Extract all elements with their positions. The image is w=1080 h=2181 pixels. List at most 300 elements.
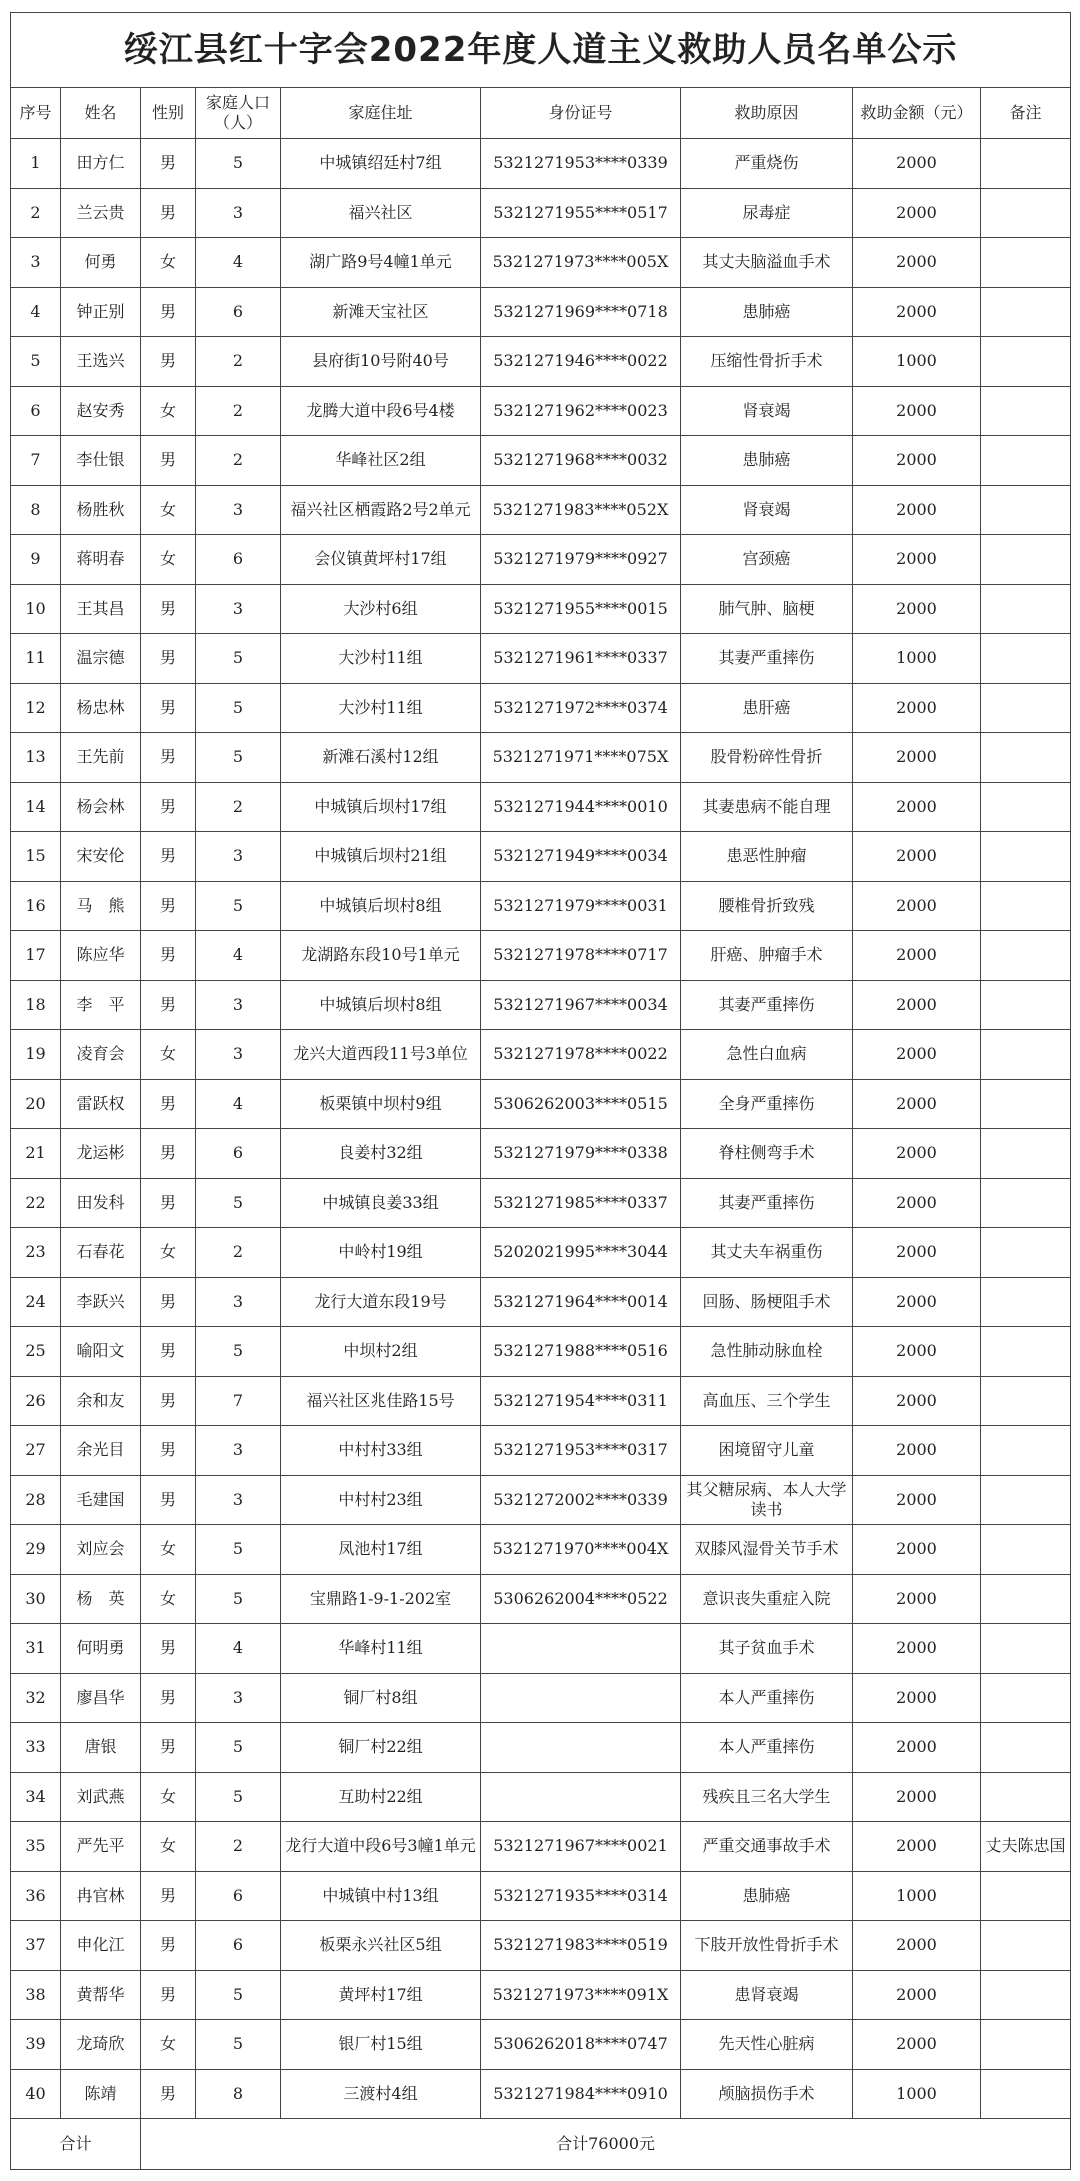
cell-household: 4 bbox=[196, 238, 281, 288]
cell-gender: 男 bbox=[141, 337, 196, 387]
cell-address: 福兴社区栖霞路2号2单元 bbox=[281, 485, 481, 535]
cell-amount: 2000 bbox=[853, 1178, 981, 1228]
cell-note bbox=[981, 1178, 1071, 1228]
cell-name: 陈应华 bbox=[61, 931, 141, 981]
cell-note bbox=[981, 386, 1071, 436]
cell-household: 2 bbox=[196, 1228, 281, 1278]
table-row bbox=[11, 1129, 1071, 1179]
cell-reason: 压缩性骨折手术 bbox=[681, 337, 853, 387]
cell-address: 大沙村11组 bbox=[281, 683, 481, 733]
cell-no: 23 bbox=[11, 1228, 61, 1278]
cell-id bbox=[481, 1624, 681, 1674]
cell-amount: 2000 bbox=[853, 1327, 981, 1377]
cell-id: 5321271955****0517 bbox=[481, 188, 681, 238]
cell-reason: 全身严重摔伤 bbox=[681, 1079, 853, 1129]
table-row bbox=[11, 832, 1071, 882]
cell-gender: 女 bbox=[141, 1525, 196, 1575]
cell-amount: 2000 bbox=[853, 1673, 981, 1723]
cell-no: 32 bbox=[11, 1673, 61, 1723]
cell-reason: 其父糖尿病、本人大学读书 bbox=[681, 1475, 853, 1525]
cell-no: 26 bbox=[11, 1376, 61, 1426]
cell-no: 1 bbox=[11, 139, 61, 189]
table-row bbox=[11, 881, 1071, 931]
cell-name: 廖昌华 bbox=[61, 1673, 141, 1723]
cell-name: 李仕银 bbox=[61, 436, 141, 486]
cell-amount: 2000 bbox=[853, 1574, 981, 1624]
cell-note bbox=[981, 1525, 1071, 1575]
cell-note bbox=[981, 2020, 1071, 2070]
cell-household: 6 bbox=[196, 535, 281, 585]
cell-address: 互助村22组 bbox=[281, 1772, 481, 1822]
cell-reason: 患肺癌 bbox=[681, 436, 853, 486]
cell-name: 杨会林 bbox=[61, 782, 141, 832]
cell-name: 何勇 bbox=[61, 238, 141, 288]
cell-no: 14 bbox=[11, 782, 61, 832]
cell-gender: 男 bbox=[141, 1673, 196, 1723]
cell-reason: 急性肺动脉血栓 bbox=[681, 1327, 853, 1377]
cell-gender: 男 bbox=[141, 1426, 196, 1476]
cell-no: 39 bbox=[11, 2020, 61, 2070]
cell-name: 马 熊 bbox=[61, 881, 141, 931]
cell-household: 5 bbox=[196, 881, 281, 931]
table-row bbox=[11, 2069, 1071, 2119]
cell-gender: 男 bbox=[141, 139, 196, 189]
table-row bbox=[11, 1475, 1071, 1525]
cell-name: 杨 英 bbox=[61, 1574, 141, 1624]
cell-household: 5 bbox=[196, 1970, 281, 2020]
cell-note bbox=[981, 1277, 1071, 1327]
cell-amount: 2000 bbox=[853, 1079, 981, 1129]
table-row bbox=[11, 1030, 1071, 1080]
cell-name: 黄帮华 bbox=[61, 1970, 141, 2020]
cell-note bbox=[981, 931, 1071, 981]
cell-amount: 1000 bbox=[853, 2069, 981, 2119]
cell-reason: 其子贫血手术 bbox=[681, 1624, 853, 1674]
cell-note bbox=[981, 634, 1071, 684]
cell-household: 5 bbox=[196, 733, 281, 783]
cell-amount: 2000 bbox=[853, 832, 981, 882]
cell-name: 毛建国 bbox=[61, 1475, 141, 1525]
total-row bbox=[11, 2119, 1071, 2170]
cell-id: 5321271985****0337 bbox=[481, 1178, 681, 1228]
cell-no: 25 bbox=[11, 1327, 61, 1377]
cell-id: 5321272002****0339 bbox=[481, 1475, 681, 1525]
cell-id: 5321271988****0516 bbox=[481, 1327, 681, 1377]
cell-reason: 肾衰竭 bbox=[681, 386, 853, 436]
cell-note bbox=[981, 1921, 1071, 1971]
cell-id: 5321271954****0311 bbox=[481, 1376, 681, 1426]
header-household: 家庭人口（人） bbox=[196, 88, 281, 139]
cell-address: 会仪镇黄坪村17组 bbox=[281, 535, 481, 585]
cell-reason: 腰椎骨折致残 bbox=[681, 881, 853, 931]
cell-name: 李跃兴 bbox=[61, 1277, 141, 1327]
cell-address: 福兴社区 bbox=[281, 188, 481, 238]
cell-id: 5321271962****0023 bbox=[481, 386, 681, 436]
cell-address: 中城镇后坝村17组 bbox=[281, 782, 481, 832]
cell-id bbox=[481, 1723, 681, 1773]
cell-gender: 男 bbox=[141, 1723, 196, 1773]
cell-address: 中城镇后坝村8组 bbox=[281, 980, 481, 1030]
cell-gender: 女 bbox=[141, 1772, 196, 1822]
cell-gender: 男 bbox=[141, 188, 196, 238]
cell-reason: 肺气肿、脑梗 bbox=[681, 584, 853, 634]
cell-gender: 男 bbox=[141, 1871, 196, 1921]
cell-gender: 男 bbox=[141, 881, 196, 931]
cell-amount: 2000 bbox=[853, 485, 981, 535]
cell-household: 5 bbox=[196, 139, 281, 189]
cell-address: 银厂村15组 bbox=[281, 2020, 481, 2070]
cell-household: 4 bbox=[196, 931, 281, 981]
cell-amount: 2000 bbox=[853, 139, 981, 189]
table-row bbox=[11, 386, 1071, 436]
header-amount: 救助金额（元） bbox=[853, 88, 981, 139]
cell-gender: 男 bbox=[141, 832, 196, 882]
cell-name: 余光目 bbox=[61, 1426, 141, 1476]
cell-amount: 2000 bbox=[853, 1376, 981, 1426]
cell-household: 3 bbox=[196, 485, 281, 535]
cell-household: 6 bbox=[196, 1871, 281, 1921]
table-row bbox=[11, 1525, 1071, 1575]
cell-household: 3 bbox=[196, 188, 281, 238]
cell-name: 龙运彬 bbox=[61, 1129, 141, 1179]
cell-note bbox=[981, 188, 1071, 238]
cell-id: 5321271979****0031 bbox=[481, 881, 681, 931]
cell-note bbox=[981, 436, 1071, 486]
cell-address: 华峰村11组 bbox=[281, 1624, 481, 1674]
cell-amount: 2000 bbox=[853, 1624, 981, 1674]
cell-address: 龙腾大道中段6号4楼 bbox=[281, 386, 481, 436]
cell-id: 5306262004****0522 bbox=[481, 1574, 681, 1624]
cell-reason: 回肠、肠梗阻手术 bbox=[681, 1277, 853, 1327]
cell-no: 36 bbox=[11, 1871, 61, 1921]
cell-no: 34 bbox=[11, 1772, 61, 1822]
cell-household: 3 bbox=[196, 584, 281, 634]
cell-address: 中城镇后坝村21组 bbox=[281, 832, 481, 882]
cell-address: 中城镇绍廷村7组 bbox=[281, 139, 481, 189]
table-row bbox=[11, 634, 1071, 684]
cell-reason: 患肾衰竭 bbox=[681, 1970, 853, 2020]
cell-address: 铜厂村8组 bbox=[281, 1673, 481, 1723]
cell-note bbox=[981, 1030, 1071, 1080]
cell-no: 18 bbox=[11, 980, 61, 1030]
cell-name: 杨忠林 bbox=[61, 683, 141, 733]
header-id: 身份证号 bbox=[481, 88, 681, 139]
cell-no: 31 bbox=[11, 1624, 61, 1674]
cell-address: 黄坪村17组 bbox=[281, 1970, 481, 2020]
cell-gender: 男 bbox=[141, 1624, 196, 1674]
cell-note bbox=[981, 1723, 1071, 1773]
cell-household: 8 bbox=[196, 2069, 281, 2119]
cell-amount: 2000 bbox=[853, 238, 981, 288]
cell-id: 5202021995****3044 bbox=[481, 1228, 681, 1278]
cell-address: 板栗永兴社区5组 bbox=[281, 1921, 481, 1971]
cell-note bbox=[981, 2069, 1071, 2119]
cell-amount: 2000 bbox=[853, 1129, 981, 1179]
table-row bbox=[11, 980, 1071, 1030]
cell-id: 5321271972****0374 bbox=[481, 683, 681, 733]
cell-name: 温宗德 bbox=[61, 634, 141, 684]
cell-reason: 肾衰竭 bbox=[681, 485, 853, 535]
header-row bbox=[11, 88, 1071, 139]
cell-gender: 女 bbox=[141, 1574, 196, 1624]
table-row bbox=[11, 1228, 1071, 1278]
cell-name: 王选兴 bbox=[61, 337, 141, 387]
cell-no: 5 bbox=[11, 337, 61, 387]
cell-name: 钟正别 bbox=[61, 287, 141, 337]
cell-gender: 男 bbox=[141, 1921, 196, 1971]
cell-no: 19 bbox=[11, 1030, 61, 1080]
cell-household: 2 bbox=[196, 386, 281, 436]
header-note: 备注 bbox=[981, 88, 1071, 139]
cell-id: 5321271968****0032 bbox=[481, 436, 681, 486]
cell-no: 35 bbox=[11, 1822, 61, 1872]
title-row bbox=[11, 13, 1071, 88]
cell-gender: 男 bbox=[141, 584, 196, 634]
cell-address: 宝鼎路1-9-1-202室 bbox=[281, 1574, 481, 1624]
cell-no: 20 bbox=[11, 1079, 61, 1129]
cell-reason: 严重交通事故手术 bbox=[681, 1822, 853, 1872]
cell-note bbox=[981, 782, 1071, 832]
cell-address: 福兴社区兆佳路15号 bbox=[281, 1376, 481, 1426]
cell-note bbox=[981, 1673, 1071, 1723]
cell-household: 6 bbox=[196, 1921, 281, 1971]
table-row bbox=[11, 733, 1071, 783]
cell-reason: 高血压、三个学生 bbox=[681, 1376, 853, 1426]
cell-reason: 其丈夫脑溢血手术 bbox=[681, 238, 853, 288]
cell-name: 王其昌 bbox=[61, 584, 141, 634]
header-address: 家庭住址 bbox=[281, 88, 481, 139]
cell-reason: 下肢开放性骨折手术 bbox=[681, 1921, 853, 1971]
table-row bbox=[11, 782, 1071, 832]
cell-name: 田发科 bbox=[61, 1178, 141, 1228]
cell-amount: 2000 bbox=[853, 386, 981, 436]
table-row bbox=[11, 1723, 1071, 1773]
table-row bbox=[11, 2020, 1071, 2070]
table-row bbox=[11, 238, 1071, 288]
cell-reason: 尿毒症 bbox=[681, 188, 853, 238]
cell-address: 凤池村17组 bbox=[281, 1525, 481, 1575]
cell-amount: 2000 bbox=[853, 1723, 981, 1773]
cell-household: 3 bbox=[196, 1673, 281, 1723]
page-title: 绥江县红十字会2022年度人道主义救助人员名单公示 bbox=[11, 13, 1071, 88]
cell-name: 刘武燕 bbox=[61, 1772, 141, 1822]
cell-no: 7 bbox=[11, 436, 61, 486]
cell-amount: 2000 bbox=[853, 1921, 981, 1971]
cell-gender: 男 bbox=[141, 436, 196, 486]
cell-address: 湖广路9号4幢1单元 bbox=[281, 238, 481, 288]
cell-note bbox=[981, 287, 1071, 337]
cell-address: 中村村23组 bbox=[281, 1475, 481, 1525]
cell-reason: 其妻严重摔伤 bbox=[681, 980, 853, 1030]
cell-gender: 女 bbox=[141, 1030, 196, 1080]
cell-note bbox=[981, 1129, 1071, 1179]
cell-no: 30 bbox=[11, 1574, 61, 1624]
cell-note bbox=[981, 1970, 1071, 2020]
cell-address: 中城镇良姜33组 bbox=[281, 1178, 481, 1228]
cell-name: 杨胜秋 bbox=[61, 485, 141, 535]
cell-id: 5321271944****0010 bbox=[481, 782, 681, 832]
cell-name: 陈靖 bbox=[61, 2069, 141, 2119]
table-row bbox=[11, 1426, 1071, 1476]
cell-amount: 2000 bbox=[853, 1525, 981, 1575]
cell-reason: 股骨粉碎性骨折 bbox=[681, 733, 853, 783]
cell-reason: 困境留守儿童 bbox=[681, 1426, 853, 1476]
cell-amount: 2000 bbox=[853, 881, 981, 931]
cell-id: 5321271971****075X bbox=[481, 733, 681, 783]
cell-note bbox=[981, 238, 1071, 288]
cell-amount: 2000 bbox=[853, 584, 981, 634]
cell-gender: 男 bbox=[141, 980, 196, 1030]
total-value: 合计76000元 bbox=[141, 2119, 1071, 2170]
cell-gender: 男 bbox=[141, 2069, 196, 2119]
cell-name: 凌育会 bbox=[61, 1030, 141, 1080]
cell-reason: 其妻严重摔伤 bbox=[681, 634, 853, 684]
cell-note bbox=[981, 1475, 1071, 1525]
cell-household: 2 bbox=[196, 782, 281, 832]
cell-household: 6 bbox=[196, 287, 281, 337]
cell-address: 中坝村2组 bbox=[281, 1327, 481, 1377]
cell-name: 申化江 bbox=[61, 1921, 141, 1971]
cell-amount: 2000 bbox=[853, 1822, 981, 1872]
cell-amount: 2000 bbox=[853, 1475, 981, 1525]
cell-id: 5321271978****0022 bbox=[481, 1030, 681, 1080]
cell-id: 5321271979****0338 bbox=[481, 1129, 681, 1179]
cell-name: 刘应会 bbox=[61, 1525, 141, 1575]
cell-amount: 2000 bbox=[853, 535, 981, 585]
cell-note bbox=[981, 1079, 1071, 1129]
table-row bbox=[11, 1970, 1071, 2020]
table-row bbox=[11, 1921, 1071, 1971]
cell-name: 赵安秀 bbox=[61, 386, 141, 436]
cell-id: 5321271979****0927 bbox=[481, 535, 681, 585]
cell-id: 5321271983****052X bbox=[481, 485, 681, 535]
cell-no: 8 bbox=[11, 485, 61, 535]
cell-reason: 急性白血病 bbox=[681, 1030, 853, 1080]
cell-reason: 患恶性肿瘤 bbox=[681, 832, 853, 882]
cell-address: 新滩石溪村12组 bbox=[281, 733, 481, 783]
table-row bbox=[11, 1079, 1071, 1129]
cell-id: 5321271984****0910 bbox=[481, 2069, 681, 2119]
cell-household: 5 bbox=[196, 1772, 281, 1822]
cell-amount: 2000 bbox=[853, 1772, 981, 1822]
header-reason: 救助原因 bbox=[681, 88, 853, 139]
cell-note bbox=[981, 733, 1071, 783]
cell-reason: 意识丧失重症入院 bbox=[681, 1574, 853, 1624]
cell-reason: 患肺癌 bbox=[681, 287, 853, 337]
table-row bbox=[11, 485, 1071, 535]
cell-id: 5306262018****0747 bbox=[481, 2020, 681, 2070]
cell-address: 良姜村32组 bbox=[281, 1129, 481, 1179]
cell-gender: 女 bbox=[141, 386, 196, 436]
cell-address: 三渡村4组 bbox=[281, 2069, 481, 2119]
cell-id: 5321271949****0034 bbox=[481, 832, 681, 882]
table-row bbox=[11, 1673, 1071, 1723]
cell-address: 龙湖路东段10号1单元 bbox=[281, 931, 481, 981]
cell-amount: 2000 bbox=[853, 1277, 981, 1327]
table-row bbox=[11, 683, 1071, 733]
cell-no: 15 bbox=[11, 832, 61, 882]
cell-household: 3 bbox=[196, 1277, 281, 1327]
cell-amount: 1000 bbox=[853, 337, 981, 387]
table-row bbox=[11, 931, 1071, 981]
cell-no: 37 bbox=[11, 1921, 61, 1971]
cell-gender: 女 bbox=[141, 1228, 196, 1278]
cell-household: 3 bbox=[196, 832, 281, 882]
cell-household: 5 bbox=[196, 2020, 281, 2070]
cell-household: 2 bbox=[196, 337, 281, 387]
cell-amount: 2000 bbox=[853, 1970, 981, 2020]
cell-gender: 男 bbox=[141, 782, 196, 832]
cell-address: 中村村33组 bbox=[281, 1426, 481, 1476]
cell-no: 9 bbox=[11, 535, 61, 585]
cell-gender: 男 bbox=[141, 683, 196, 733]
cell-gender: 男 bbox=[141, 1475, 196, 1525]
cell-note bbox=[981, 1574, 1071, 1624]
cell-household: 5 bbox=[196, 634, 281, 684]
cell-reason: 残疾且三名大学生 bbox=[681, 1772, 853, 1822]
cell-gender: 男 bbox=[141, 931, 196, 981]
cell-note bbox=[981, 1772, 1071, 1822]
cell-household: 4 bbox=[196, 1079, 281, 1129]
table-row bbox=[11, 1327, 1071, 1377]
cell-reason: 颅脑损伤手术 bbox=[681, 2069, 853, 2119]
table-row bbox=[11, 1822, 1071, 1872]
cell-reason: 其妻患病不能自理 bbox=[681, 782, 853, 832]
cell-id: 5321271973****005X bbox=[481, 238, 681, 288]
cell-no: 17 bbox=[11, 931, 61, 981]
cell-reason: 其丈夫车祸重伤 bbox=[681, 1228, 853, 1278]
header-name: 姓名 bbox=[61, 88, 141, 139]
cell-id: 5321271970****004X bbox=[481, 1525, 681, 1575]
cell-no: 2 bbox=[11, 188, 61, 238]
cell-name: 喻阳文 bbox=[61, 1327, 141, 1377]
cell-amount: 2000 bbox=[853, 1426, 981, 1476]
relief-roster-table bbox=[10, 12, 1071, 2170]
cell-household: 3 bbox=[196, 1475, 281, 1525]
cell-id: 5321271935****0314 bbox=[481, 1871, 681, 1921]
cell-no: 3 bbox=[11, 238, 61, 288]
cell-reason: 本人严重摔伤 bbox=[681, 1723, 853, 1773]
cell-household: 2 bbox=[196, 1822, 281, 1872]
cell-amount: 2000 bbox=[853, 782, 981, 832]
cell-note bbox=[981, 1327, 1071, 1377]
cell-id: 5321271953****0339 bbox=[481, 139, 681, 189]
cell-household: 5 bbox=[196, 1574, 281, 1624]
cell-name: 石春花 bbox=[61, 1228, 141, 1278]
cell-name: 龙琦欣 bbox=[61, 2020, 141, 2070]
table-row bbox=[11, 287, 1071, 337]
cell-gender: 男 bbox=[141, 1178, 196, 1228]
cell-no: 28 bbox=[11, 1475, 61, 1525]
cell-gender: 男 bbox=[141, 1079, 196, 1129]
cell-address: 华峰社区2组 bbox=[281, 436, 481, 486]
cell-address: 县府街10号附40号 bbox=[281, 337, 481, 387]
cell-no: 22 bbox=[11, 1178, 61, 1228]
cell-household: 4 bbox=[196, 1624, 281, 1674]
cell-reason: 双膝风湿骨关节手术 bbox=[681, 1525, 853, 1575]
cell-reason: 肝癌、肿瘤手术 bbox=[681, 931, 853, 981]
cell-note bbox=[981, 1624, 1071, 1674]
cell-household: 3 bbox=[196, 1030, 281, 1080]
cell-note bbox=[981, 980, 1071, 1030]
cell-no: 29 bbox=[11, 1525, 61, 1575]
cell-amount: 1000 bbox=[853, 634, 981, 684]
cell-household: 5 bbox=[196, 1327, 281, 1377]
cell-no: 4 bbox=[11, 287, 61, 337]
table-row bbox=[11, 1574, 1071, 1624]
cell-id bbox=[481, 1772, 681, 1822]
cell-address: 龙兴大道西段11号3单位 bbox=[281, 1030, 481, 1080]
